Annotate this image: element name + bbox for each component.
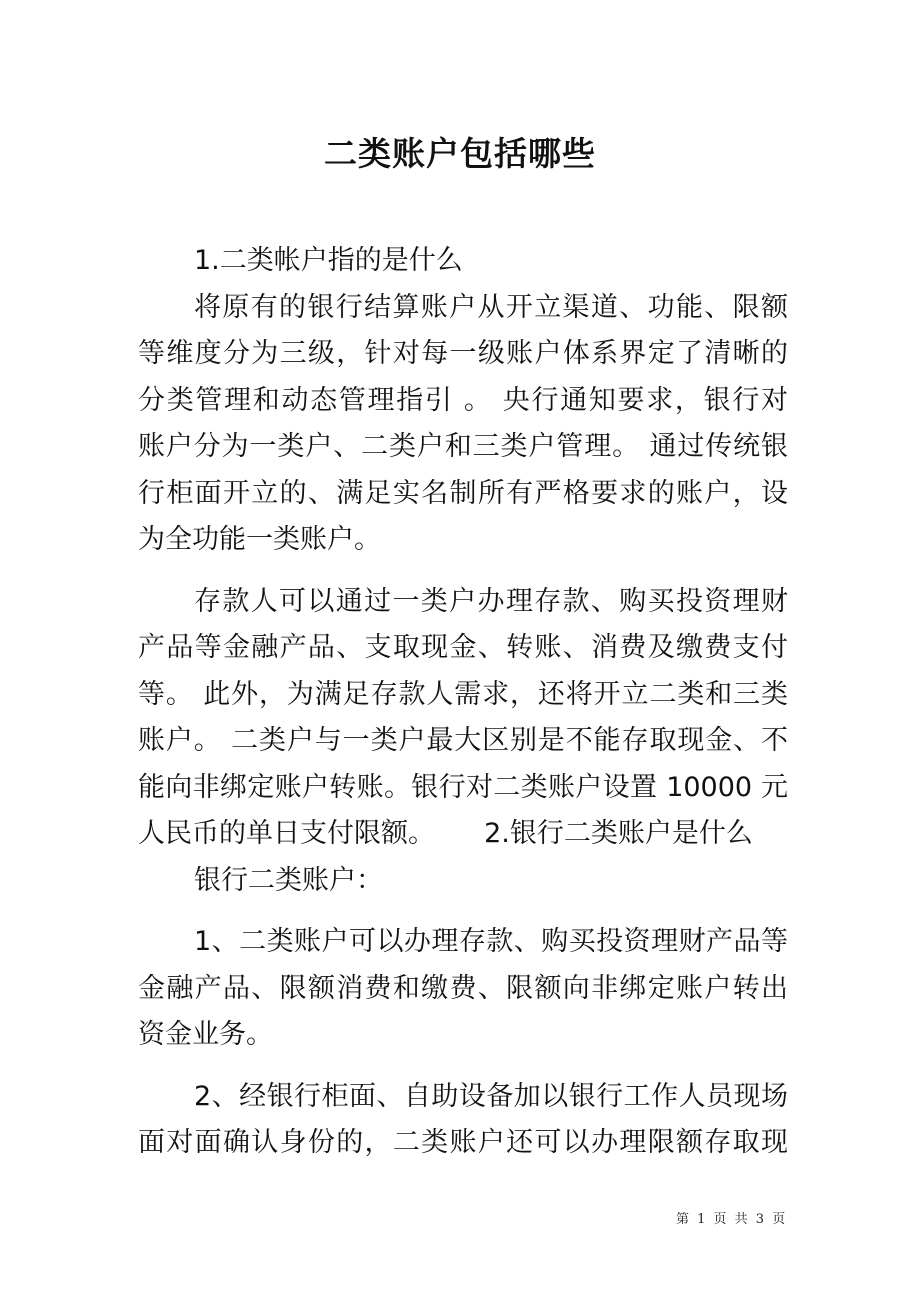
paragraph-line: 金融产品、限额消费和缴费、限额向非绑定账户转出 [138, 972, 788, 1004]
paragraph-line: 2、经银行柜面、自助设备加以银行工作人员现场 [194, 1080, 788, 1112]
page-number: 第 1 页 共 3 页 [676, 1212, 786, 1227]
paragraph-line: 等维度分为三级，针对每一级账户体系界定了清晰的 [138, 338, 788, 369]
paragraph-line: 能向非绑定账户转账。银行对二类账户设置 10000 元 [138, 771, 788, 803]
paragraph-line: 银行二类账户： [194, 864, 383, 896]
document-title: 二类账户包括哪些 [324, 134, 596, 173]
paragraph-line: 账户分为一类户、二类户和三类户管理。 通过传统银 [138, 431, 788, 462]
paragraph-line: 行柜面开立的、满足实名制所有严格要求的账户，设 [138, 477, 788, 509]
paragraph-line: 账户。 二类户与一类户最大区别是不能存取现金、不 [138, 725, 788, 756]
document-body [138, 238, 788, 1167]
paragraph-line: 等。 此外，为满足存款人需求，还将开立二类和三类 [138, 678, 788, 710]
section-heading: 1.二类帐户指的是什么 [194, 245, 463, 276]
paragraph-line: 产品等金融产品、支取现金、转账、消费及缴费支付 [138, 632, 788, 663]
paragraph-line: 分类管理和动态管理指引 。 央行通知要求，银行对 [138, 384, 788, 416]
paragraph-line: 资金业务。 [138, 1019, 273, 1050]
paragraph-line: 将原有的银行结算账户从开立渠道、功能、限额 [194, 291, 788, 323]
paragraph-line: 存款人可以通过一类户办理存款、购买投资理财 [194, 585, 788, 617]
paragraph-line: 1、二类账户可以办理存款、购买投资理财产品等 [194, 926, 788, 957]
paragraph-line: 人民币的单日支付限额。 2.银行二类账户是什么 [138, 818, 753, 849]
paragraph-line: 为全功能一类账户。 [138, 524, 381, 555]
paragraph-line: 面对面确认身份的，二类账户还可以办理限额存取现 [138, 1127, 788, 1158]
